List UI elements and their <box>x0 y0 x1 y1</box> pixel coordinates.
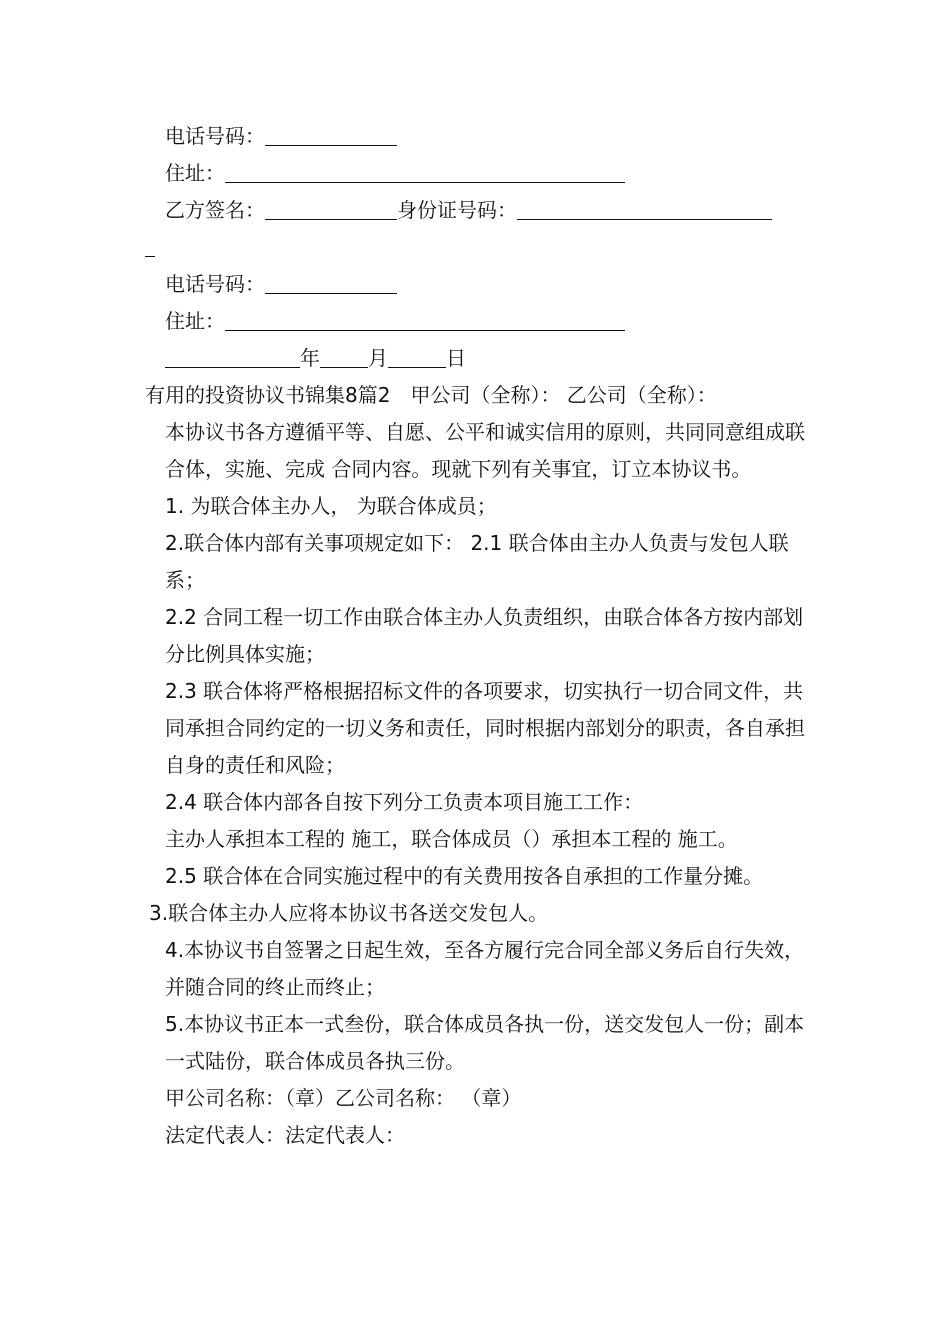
day-label: 日 <box>446 346 466 370</box>
phone-blank <box>265 123 397 146</box>
address-blank <box>225 160 625 183</box>
year-blank <box>165 345 300 368</box>
intro-paragraph: 本协议书各方遵循平等、自愿、公平和诚实信用的原则，共同同意组成联合体，实施、完成 合同内容。现就下列有关事宜，订立本协议书。 <box>165 420 805 481</box>
phone-line-1 <box>145 118 815 155</box>
clause-2: 2.联合体内部有关事项规定如下： 2.1 联合体由主办人负责与发包人联系； <box>165 531 789 592</box>
document-body <box>145 118 815 1154</box>
id-number-overflow-blank <box>145 234 155 257</box>
clause-4: 4.本协议书自签署之日起生效，至各方履行完合同全部义务后自行失效，并随合同的终止而终止； <box>165 938 805 999</box>
clause-2-4: 2.4 联合体内部各自按下列分工负责本项目施工工作： <box>165 790 644 814</box>
phone-blank <box>265 271 397 294</box>
phone-label: 电话号码： <box>165 272 265 296</box>
clause-2-5: 2.5 联合体在合同实施过程中的有关费用按各自承担的工作量分摊。 <box>165 864 764 888</box>
party-b-sign-line <box>145 192 815 229</box>
year-label: 年 <box>300 346 320 370</box>
legal-representatives-line: 法定代表人：法定代表人： <box>165 1123 405 1147</box>
id-number-blank <box>517 197 772 220</box>
id-number-label: 身份证号码： <box>397 198 517 222</box>
phone-label: 电话号码： <box>165 124 265 148</box>
date-line <box>145 340 815 377</box>
day-blank <box>388 345 446 368</box>
document-heading: 有用的投资协议书锦集8篇2 甲公司（全称）： 乙公司（全称）： <box>145 383 717 407</box>
address-label: 住址： <box>165 309 225 333</box>
clause-2-2: 2.2 合同工程一切工作由联合体主办人负责组织，由联合体各方按内部划分比例具体实施； <box>165 605 804 666</box>
clause-2-3: 2.3 联合体将严格根据招标文件的各项要求，切实执行一切合同文件，共同承担合同约定的一切义务和责任，同时根据内部划分的职责，各自承担自身的责任和风险； <box>165 679 805 777</box>
company-names-line: 甲公司名称：（章）乙公司名称： （章） <box>165 1086 522 1110</box>
party-b-sign-blank <box>265 197 397 220</box>
address-line-2 <box>145 303 815 340</box>
address-line-1 <box>145 155 815 192</box>
clause-5: 5.本协议书正本一式叁份，联合体成员各执一份，送交发包人一份；副本一式陆份，联合体成员各执三份。 <box>165 1012 805 1073</box>
address-label: 住址： <box>165 161 225 185</box>
month-label: 月 <box>368 346 388 370</box>
month-blank <box>320 345 368 368</box>
clause-1: 1. 为联合体主办人， 为联合体成员； <box>165 494 497 518</box>
clause-2-4-detail: 主办人承担本工程的 施工，联合体成员（）承担本工程的 施工。 <box>165 827 738 851</box>
phone-line-2 <box>145 266 815 303</box>
id-number-overflow-line <box>145 229 815 266</box>
address-blank <box>225 308 625 331</box>
party-b-sign-label: 乙方签名： <box>165 198 265 222</box>
clause-3: 3.联合体主办人应将本协议书各送交发包人。 <box>149 901 549 925</box>
